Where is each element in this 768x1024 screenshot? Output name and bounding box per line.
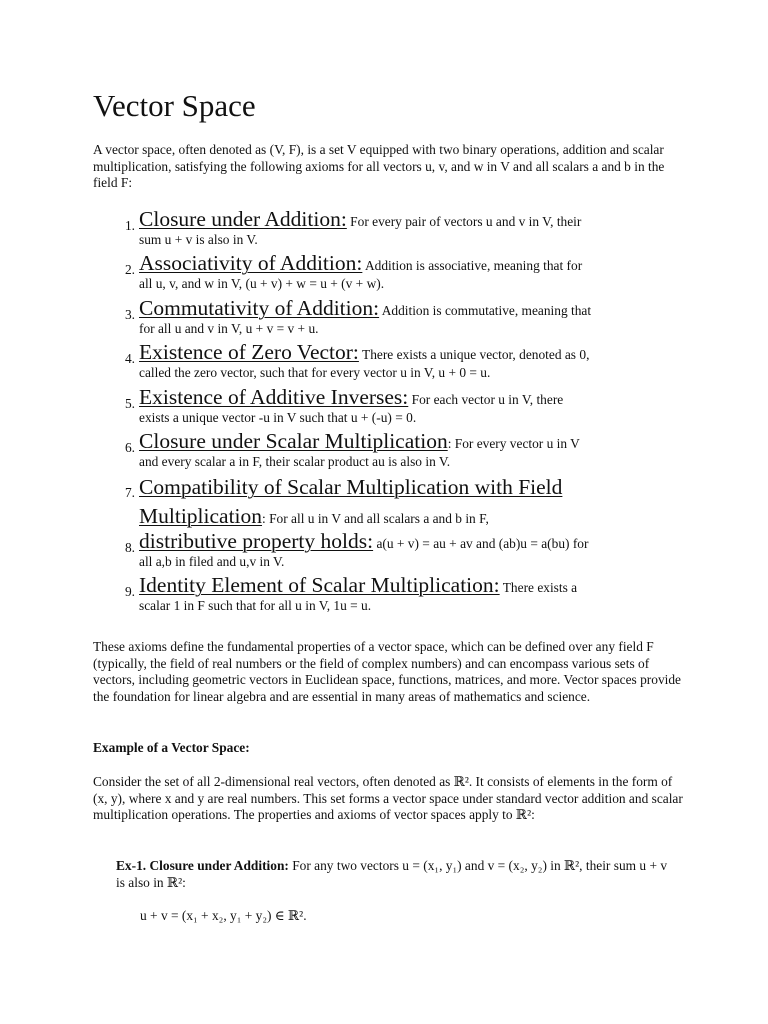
list-item <box>93 251 693 296</box>
list-number: 2. <box>124 262 135 277</box>
formula: u + v = (x₁ + x₂, y₁ + y₂) ∈ ℝ². <box>140 908 307 923</box>
axiom-description: For each vector u in V, there <box>408 392 564 407</box>
list-item <box>93 573 693 617</box>
axiom-description: There exists a unique vector, denoted as 0, <box>358 347 590 362</box>
axiom-description: Addition is commutative, meaning that <box>379 303 592 318</box>
axiom-description: : For all u in V and all scalars a and b in F, <box>262 511 489 526</box>
example-1-text: For any two vectors u = (x₁, y₁) and v = (x₂, y₂) in ℝ², their sum u + v is also in ℝ²: <box>116 858 668 890</box>
axiom-heading: Existence of Zero Vector: <box>139 340 359 364</box>
axiom-heading: Closure under Scalar Multiplication <box>139 429 448 453</box>
list-item <box>93 429 693 474</box>
list-number: 1. <box>124 218 135 233</box>
list-number: 8. <box>124 540 135 555</box>
example-1 <box>116 857 676 891</box>
list-item <box>93 529 693 573</box>
axiom-description-continued: called the zero vector, such that for every vector u in V, u + 0 = u. <box>139 365 491 380</box>
list-number: 9. <box>124 584 135 599</box>
axiom-heading: Compatibility of Scalar Multiplication with Field <box>139 475 563 499</box>
axiom-heading-continued: Multiplication <box>139 504 263 528</box>
list-item <box>93 207 693 251</box>
axiom-heading: Existence of Additive Inverses: <box>139 385 409 409</box>
example-heading: Example of a Vector Space: <box>93 740 250 755</box>
example-1-label: Ex-1. Closure under Addition: <box>116 858 289 873</box>
axiom-description: There exists a <box>499 580 578 595</box>
axiom-heading: Closure under Addition: <box>139 207 347 231</box>
list-item <box>93 474 693 529</box>
list-number: 4. <box>124 351 135 366</box>
page-title: Vector Space <box>93 88 256 123</box>
axiom-heading: distributive property holds: <box>139 529 374 553</box>
axiom-description-continued: for all u and v in V, u + v = v + u. <box>139 321 319 336</box>
axiom-description-continued: all a,b in filed and u,v in V. <box>139 554 285 569</box>
list-item <box>93 385 693 429</box>
list-number: 5. <box>124 396 135 411</box>
axiom-description-continued: all u, v, and w in V, (u + v) + w = u + (v + w). <box>139 276 385 291</box>
axiom-description-continued: sum u + v is also in V. <box>139 232 258 247</box>
summary-paragraph: These axioms define the fundamental properties of a vector space, which can be defined over any field F (typically, the field of real numbers or the field of complex numbers) and can encompass various sets of vectors, including geometric vectors in Euclidean space, functions, matrices, and more. Vector spaces provide the foundation for linear algebra and are essential in many areas of mathematics and science. <box>93 639 681 704</box>
axiom-heading: Associativity of Addition: <box>139 251 363 275</box>
list-number: 6. <box>124 440 135 455</box>
axiom-heading: Identity Element of Scalar Multiplication: <box>139 573 500 597</box>
list-number: 3. <box>124 307 135 322</box>
list-number: 7. <box>124 485 135 500</box>
axiom-description: For every pair of vectors u and v in V, their <box>346 214 582 229</box>
axiom-description: Addition is associative, meaning that for <box>362 258 583 273</box>
axiom-description: a(u + v) = au + av and (ab)u = a(bu) for <box>373 536 589 551</box>
example-paragraph: Consider the set of all 2-dimensional real vectors, often denoted as ℝ². It consists of elements in the form of (x, y), where x and y are real numbers. This set forms a vector space under standard vector addition and scalar multiplication operations. The properties and axioms of vector spaces apply to ℝ²: <box>93 774 683 823</box>
axiom-description-continued: and every scalar a in F, their scalar product au is also in V. <box>139 454 451 469</box>
axiom-heading: Commutativity of Addition: <box>139 296 380 320</box>
list-item <box>93 296 693 340</box>
axiom-description-continued: scalar 1 in F such that for all u in V, 1u = u. <box>139 598 372 613</box>
list-item <box>93 340 693 385</box>
axiom-list <box>93 207 693 617</box>
axiom-description-continued: exists a unique vector -u in V such that u + (-u) = 0. <box>139 410 417 425</box>
intro-paragraph: A vector space, often denoted as (V, F), is a set V equipped with two binary operations, addition and scalar multiplication, satisfying the following axioms for all vectors u, v, and w in V and all scalars a and b in the field F: <box>93 142 665 191</box>
axiom-description: : For every vector u in V <box>447 436 580 451</box>
